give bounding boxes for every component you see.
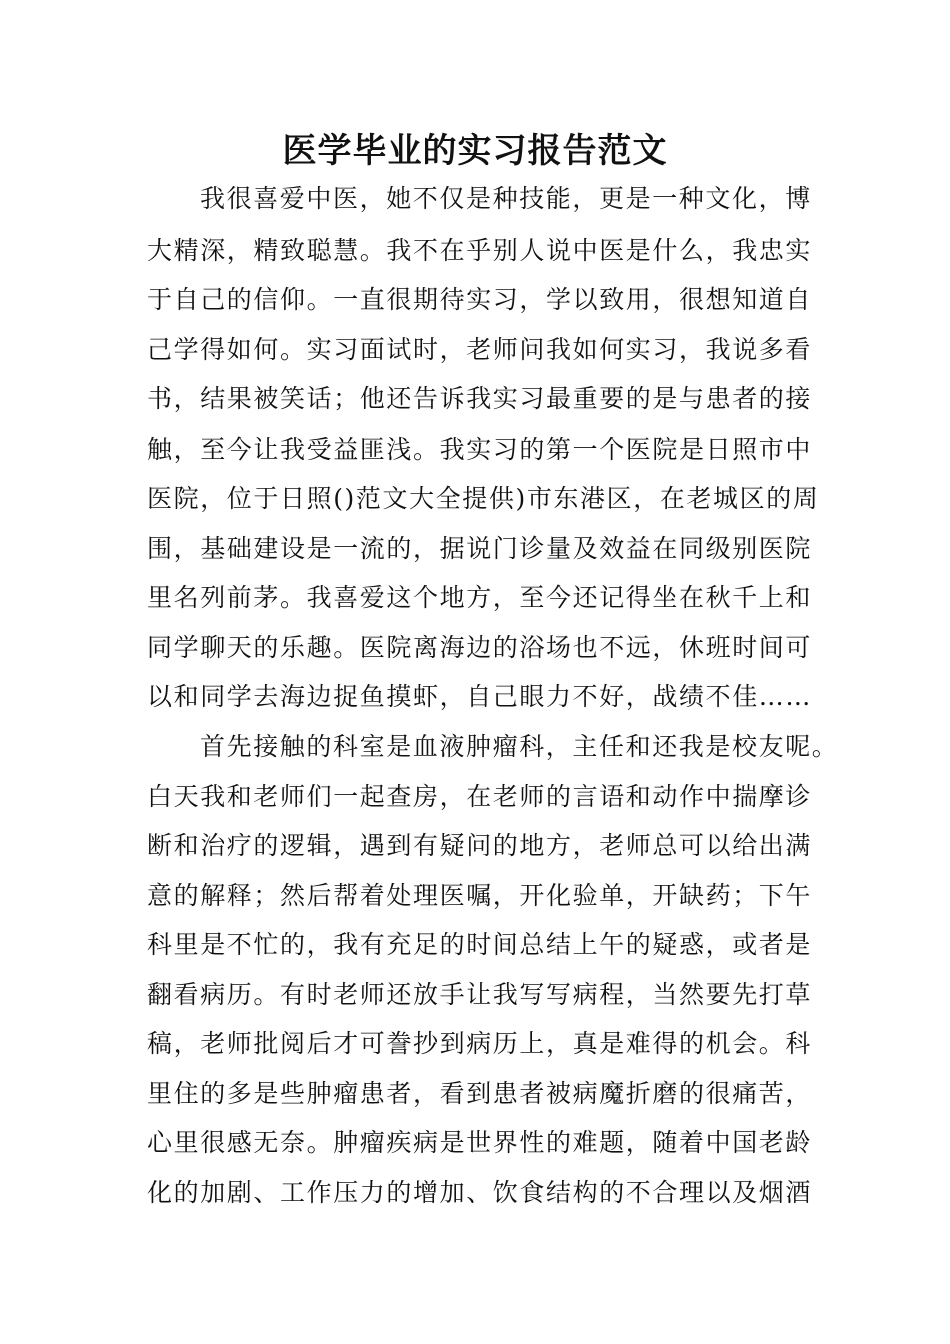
- paragraph-line: 己学得如何。实习面试时，老师问我如何实习，我说多看: [147, 335, 813, 364]
- paragraph-line: 心里很感无奈。肿瘤疾病是世界性的难题，随着中国老龄: [147, 1128, 813, 1157]
- paragraph-line: 首先接触的科室是血液肿瘤科，主任和还我是校友呢。: [200, 732, 839, 761]
- paragraph-line: 大精深，精致聪慧。我不在乎别人说中医是什么，我忠实: [147, 236, 813, 265]
- paragraph-line: 化的加剧、工作压力的增加、饮食结构的不合理以及烟酒: [147, 1178, 813, 1207]
- paragraph-line: 稿，老师批阅后才可誊抄到病历上，真是难得的机会。科: [147, 1029, 813, 1058]
- paragraph-line: 翻看病历。有时老师还放手让我写写病程，当然要先打草: [147, 980, 813, 1009]
- paragraph-line: 我很喜爱中医，她不仅是种技能，更是一种文化，博: [200, 184, 812, 213]
- paragraph-line: 断和治疗的逻辑，遇到有疑问的地方，老师总可以给出满: [147, 831, 813, 860]
- paragraph-line: 以和同学去海边捉鱼摸虾，自己眼力不好，战绩不佳……: [147, 682, 813, 711]
- paragraph-line: 书，结果被笑话；他还告诉我实习最重要的是与患者的接: [147, 384, 813, 413]
- paragraph-line: 科里是不忙的，我有充足的时间总结上午的疑惑，或者是: [147, 930, 813, 959]
- paragraph-line: 同学聊天的乐趣。医院离海边的浴场也不远，休班时间可: [147, 633, 813, 662]
- paragraph-line: 医院，位于日照()范文大全提供)市东港区，在老城区的周: [147, 484, 820, 513]
- paragraph-line: 里住的多是些肿瘤患者，看到患者被病魔折磨的很痛苦，: [147, 1079, 813, 1108]
- document-title: 医学毕业的实习报告范文: [282, 131, 668, 171]
- paragraph-line: 触，至今让我受益匪浅。我实习的第一个医院是日照市中: [147, 435, 813, 464]
- paragraph-line: 里名列前茅。我喜爱这个地方，至今还记得坐在秋千上和: [147, 583, 813, 612]
- paragraph-line: 白天我和老师们一起查房，在老师的言语和动作中揣摩诊: [147, 782, 813, 811]
- paragraph-line: 围，基础建设是一流的，据说门诊量及效益在同级别医院: [147, 534, 813, 563]
- paragraph-line: 于自己的信仰。一直很期待实习，学以致用，很想知道自: [147, 285, 813, 314]
- paragraph-line: 意的解释；然后帮着处理医嘱，开化验单，开缺药；下午: [147, 881, 813, 910]
